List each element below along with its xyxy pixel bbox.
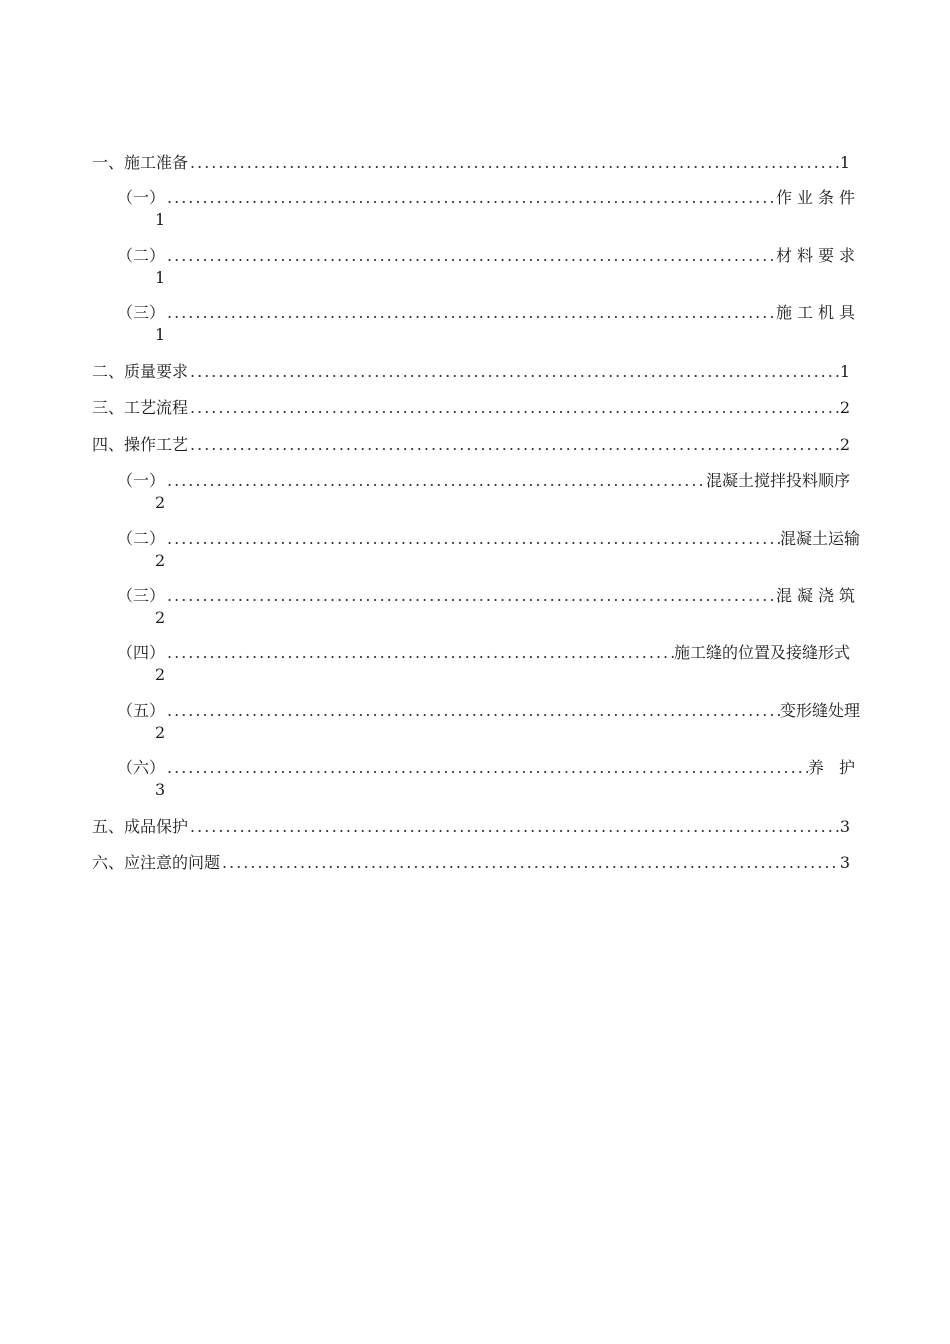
toc-entry-4-3[interactable]	[117, 585, 860, 607]
toc-entry-6[interactable]	[92, 852, 850, 874]
toc-entry-page: 2	[155, 608, 166, 627]
toc-entry-page: 1	[155, 210, 166, 229]
toc-entry-2[interactable]	[92, 361, 850, 383]
toc-entry-1-1[interactable]	[117, 187, 860, 209]
toc-leader-dots	[165, 528, 780, 550]
toc-entry-3[interactable]	[92, 397, 850, 419]
toc-entry-title: 变形缝处理	[779, 701, 860, 720]
toc-leader-dots	[188, 397, 840, 419]
toc-entry-label: （二）	[117, 246, 166, 265]
toc-entry-title: 作业条件	[775, 188, 860, 207]
toc-entry-page: 2	[839, 435, 850, 454]
toc-entry-label: 四、操作工艺	[92, 435, 189, 454]
toc-entry-1-2[interactable]	[117, 245, 860, 267]
toc-entry-page: 1	[839, 362, 850, 381]
toc-entry-page: 1	[839, 153, 850, 172]
toc-entry-title: 施工缝的位置及接缝形式	[673, 643, 850, 662]
toc-leader-dots	[165, 245, 776, 267]
toc-entry-page: 2	[839, 398, 850, 417]
toc-leader-dots	[165, 187, 776, 209]
toc-entry-1[interactable]	[92, 152, 850, 174]
toc-entry-label: 一、施工准备	[92, 153, 189, 172]
toc-entry-4-5[interactable]	[117, 700, 860, 722]
toc-entry-title: 混凝浇筑	[775, 586, 860, 605]
toc-entry-label: （三）	[117, 303, 166, 322]
toc-entry-page: 2	[155, 493, 166, 512]
toc-entry-label: （四）	[117, 643, 166, 662]
toc-entry-title: 养 护	[807, 758, 860, 777]
toc-leader-dots	[165, 585, 776, 607]
toc-entry-page: 1	[155, 268, 166, 287]
toc-entry-label: （三）	[117, 586, 166, 605]
toc-entry-page: 2	[155, 723, 166, 742]
toc-entry-label: （一）	[117, 188, 166, 207]
toc-entry-page: 3	[155, 780, 166, 799]
toc-entry-4-4[interactable]	[117, 642, 850, 664]
toc-leader-dots	[188, 152, 840, 174]
toc-entry-label: 五、成品保护	[92, 817, 189, 836]
toc-leader-dots	[165, 470, 706, 492]
toc-entry-label: 六、应注意的问题	[92, 853, 221, 872]
toc-entry-label: （一）	[117, 471, 166, 490]
toc-entry-title: 混凝土搅拌投料顺序	[705, 471, 850, 490]
toc-leader-dots	[165, 700, 780, 722]
toc-entry-title: 材料要求	[775, 246, 860, 265]
toc-leader-dots	[220, 852, 840, 874]
toc-leader-dots	[165, 302, 776, 324]
toc-entry-page: 3	[839, 817, 850, 836]
toc-entry-title: 混凝土运输	[779, 529, 860, 548]
toc-entry-5[interactable]	[92, 816, 850, 838]
toc-entry-page: 3	[839, 853, 850, 872]
toc-entry-4-6[interactable]	[117, 757, 860, 779]
toc-entry-1-3[interactable]	[117, 302, 860, 324]
toc-entry-4[interactable]	[92, 434, 850, 456]
toc-leader-dots	[165, 642, 674, 664]
toc-entry-4-1[interactable]	[117, 470, 850, 492]
toc-entry-label: 二、质量要求	[92, 362, 189, 381]
toc-entry-page: 2	[155, 665, 166, 684]
toc-entry-label: （二）	[117, 529, 166, 548]
toc-leader-dots	[188, 361, 840, 383]
toc-entry-title: 施工机具	[775, 303, 860, 322]
toc-leader-dots	[188, 816, 840, 838]
toc-entry-label: （六）	[117, 758, 166, 777]
toc-leader-dots	[188, 434, 840, 456]
toc-entry-label: （五）	[117, 701, 166, 720]
toc-leader-dots	[165, 757, 808, 779]
toc-entry-page: 1	[155, 325, 166, 344]
toc-entry-page: 2	[155, 551, 166, 570]
toc-entry-4-2[interactable]	[117, 528, 860, 550]
toc-entry-label: 三、工艺流程	[92, 398, 189, 417]
